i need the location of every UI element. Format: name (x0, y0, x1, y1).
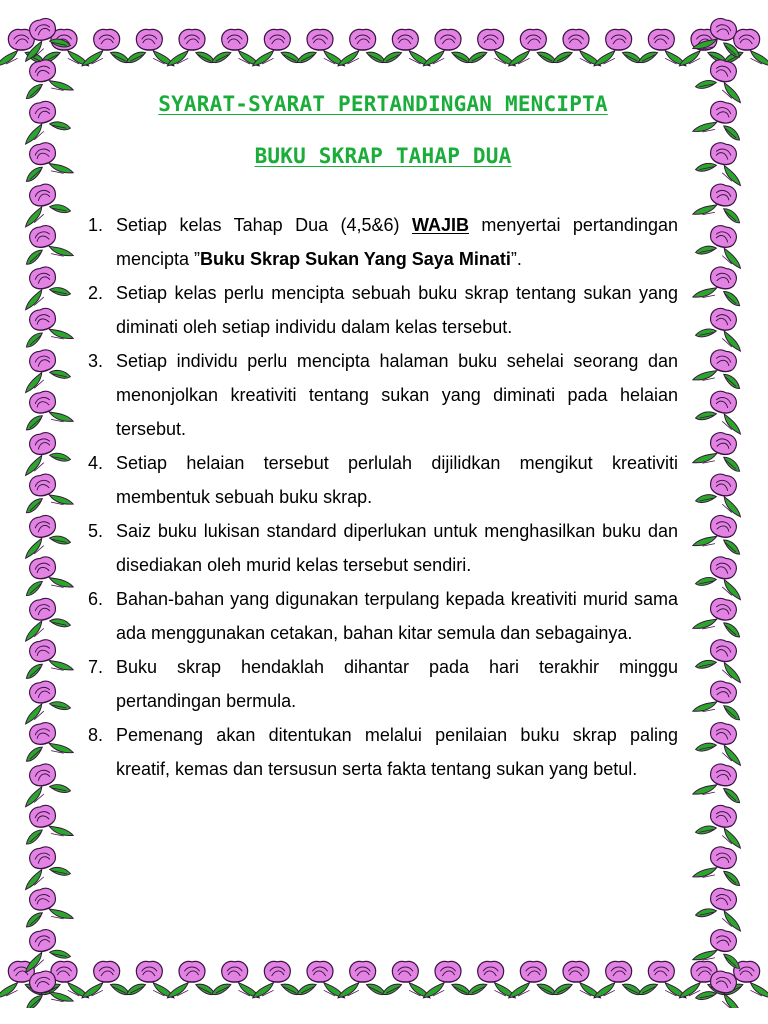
rose-icon (695, 552, 750, 600)
rose-icon (127, 961, 175, 997)
rose-icon (468, 961, 515, 997)
rose-icon (16, 925, 71, 973)
flower-border-bottom (0, 946, 768, 1008)
rule-text: Bahan-bahan yang digunakan terpulang kepada kreativiti murid sama ada menggunakan cetakan, bahan kitar semula dan sebagainya. (116, 589, 678, 643)
rose-icon (423, 961, 471, 997)
rule-number: 4. (88, 453, 104, 473)
rose-icon (16, 842, 71, 890)
rose-icon (639, 961, 687, 997)
rose-icon (693, 676, 748, 724)
rose-icon (695, 966, 750, 1008)
flower-border-art (0, 946, 768, 1008)
rose-icon (693, 593, 748, 641)
flower-border-art (0, 14, 768, 76)
rose-icon (695, 304, 750, 352)
flower-border-art (14, 14, 74, 1008)
flower-border-left (14, 14, 74, 1008)
rule-item-7 (88, 650, 678, 718)
document-title-line-2: BUKU SKRAP TAHAP DUA (254, 144, 512, 168)
rose-icon (16, 511, 71, 559)
rose-icon (16, 97, 71, 145)
rose-icon (167, 961, 215, 997)
rule-text: Pemenang akan ditentukan melalui penilaian buku skrap paling kreatif, kemas dan tersusun serta fakta tentang sukan yang betul. (116, 725, 678, 779)
rose-icon (18, 220, 73, 268)
rose-icon (16, 262, 71, 310)
rose-icon (693, 96, 748, 144)
rule-item-4 (88, 446, 678, 514)
rose-icon (553, 961, 601, 997)
rose-icon (212, 961, 260, 997)
rule-text: Buku skrap hendaklah dihantar pada hari terakhir minggu pertandingan bermula. (116, 657, 678, 711)
rose-icon (695, 718, 750, 766)
rose-icon (253, 961, 300, 997)
rule-item-2 (88, 276, 678, 344)
rose-icon (693, 759, 748, 807)
rule-item-6 (88, 582, 678, 650)
rule-number: 8. (88, 725, 104, 745)
rose-icon (639, 29, 687, 65)
rose-icon (18, 386, 73, 434)
rose-icon (16, 594, 71, 642)
rose-icon (695, 801, 750, 849)
rose-icon (18, 883, 73, 931)
rose-icon (16, 759, 71, 807)
document-title-line-1: SYARAT-SYARAT PERTANDINGAN MENCIPTA (158, 92, 608, 116)
rose-icon (383, 961, 431, 997)
rose-icon (18, 635, 73, 683)
rose-icon (212, 29, 260, 65)
rose-icon (18, 55, 73, 103)
rose-icon (693, 924, 748, 972)
rose-icon (18, 717, 73, 765)
rose-icon (695, 469, 750, 517)
rule-item-5 (88, 514, 678, 582)
rose-icon (253, 29, 300, 65)
rose-icon (338, 961, 386, 997)
rose-icon (695, 387, 750, 435)
flower-border-top (0, 14, 768, 76)
rose-icon (16, 428, 71, 476)
rose-icon (695, 221, 750, 269)
rose-icon (127, 29, 175, 65)
rose-icon (18, 800, 73, 848)
rose-icon (509, 961, 557, 997)
rose-icon (693, 510, 748, 558)
flower-border-right (692, 14, 752, 1008)
rule-emphasis-title: Buku Skrap Sukan Yang Saya Minati (200, 249, 511, 269)
rose-icon (693, 427, 748, 475)
rose-icon (16, 676, 71, 724)
rules-list (88, 208, 678, 786)
rose-icon (693, 179, 748, 227)
rule-emphasis-wajib: WAJIB (411, 215, 469, 235)
rose-icon (18, 469, 73, 517)
rose-icon (18, 552, 73, 600)
rule-number: 5. (88, 521, 104, 541)
rose-icon (383, 29, 431, 65)
rule-number: 7. (88, 657, 104, 677)
rose-icon (423, 29, 471, 65)
rule-text: Setiap individu perlu mencipta halaman buku sehelai seorang dan menonjolkan kreativiti tentang sukan yang diminati pada helaian tersebut. (116, 351, 678, 439)
rule-number: 6. (88, 589, 104, 609)
rule-number: 3. (88, 351, 104, 371)
rose-icon (695, 138, 750, 186)
rose-icon (16, 14, 71, 61)
rose-icon (695, 635, 750, 683)
rose-icon (509, 29, 557, 65)
rule-text: Setiap helaian tersebut perlulah dijilidkan mengikut kreativiti membentuk sebuah buku skrap. (116, 453, 678, 507)
rule-number: 1. (88, 215, 104, 235)
rule-text-part: menyertai pertandingan mencipta ” (116, 215, 678, 269)
rose-icon (297, 961, 345, 997)
rose-icon (16, 345, 71, 393)
rose-icon (594, 961, 642, 997)
rule-text-part: Setiap kelas Tahap Dua (4,5&6) (116, 215, 412, 235)
rose-icon (18, 303, 73, 351)
rose-icon (468, 29, 515, 65)
rose-icon (693, 842, 748, 890)
rule-item-8 (88, 718, 678, 786)
rule-text (116, 208, 678, 276)
rose-icon (16, 179, 71, 227)
rule-item-3 (88, 344, 678, 446)
rule-text: Saiz buku lukisan standard diperlukan untuk menghasilkan buku dan disediakan oleh murid kelas tersebut sendiri. (116, 521, 678, 575)
flower-border-art (692, 14, 752, 1008)
rose-icon (553, 29, 601, 65)
rose-icon (693, 14, 748, 61)
rose-icon (297, 29, 345, 65)
rose-icon (693, 345, 748, 393)
rose-icon (695, 884, 750, 932)
rose-icon (594, 29, 642, 65)
rose-icon (167, 29, 215, 65)
rule-text: Setiap kelas perlu mencipta sebuah buku skrap tentang sukan yang diminati oleh setiap individu dalam kelas tersebut. (116, 283, 678, 337)
rose-icon (82, 29, 130, 65)
rose-icon (82, 961, 130, 997)
rose-icon (338, 29, 386, 65)
document-body (88, 78, 678, 938)
rose-icon (18, 138, 73, 186)
rule-number: 2. (88, 283, 104, 303)
rose-icon (693, 262, 748, 310)
rose-icon (695, 55, 750, 103)
rule-item-1 (88, 208, 678, 276)
rule-text-part: ”. (510, 249, 522, 269)
